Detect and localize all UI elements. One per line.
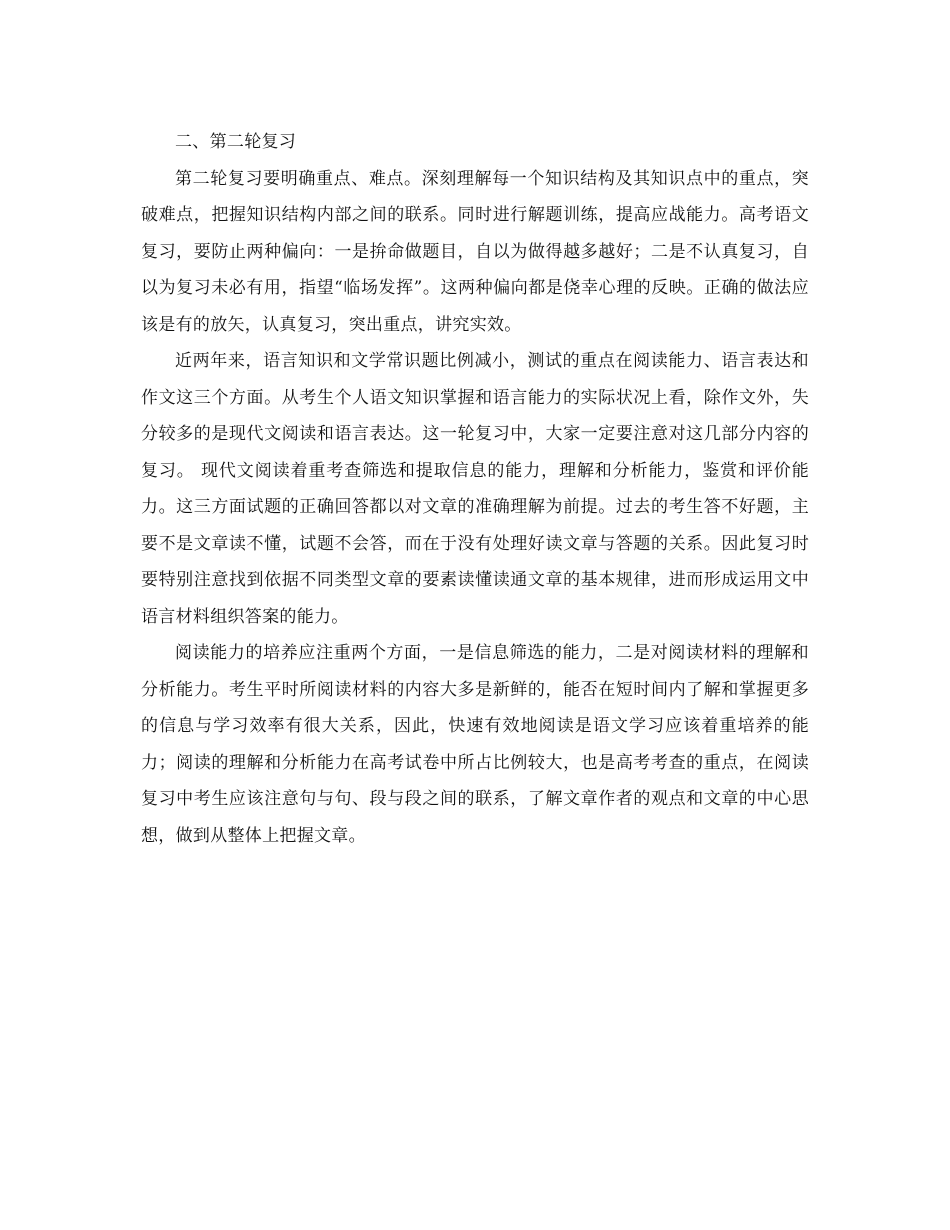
paragraph-3: 阅读能力的培养应注重两个方面，一是信息筛选的能力，二是对阅读材料的理解和分析能力。考生平时所阅读材料的内容大多是新鲜的，能否在短时间内了解和掌握更多的信息与学习效率有很大关系，因此，快速有效地阅读是语文学习应该着重培养的能力；阅读的理解和分析能力在高考试卷中所占比例较大，也是高考考查的重点，在阅读复习中考生应该注意句与句、段与段之间的联系，了解文章作者的观点和文章的中心思想，做到从整体上把握文章。	[141, 643, 809, 846]
paragraph-2: 近两年来，语言知识和文学常识题比例减小，测试的重点在阅读能力、语言表达和作文这三个方面。从考生个人语文知识掌握和语言能力的实际状况上看，除作文外，失分较多的是现代文阅读和语言表达。这一轮复习中，大家一定要注意对这几部分内容的复习。 现代文阅读着重考查筛选和提取信息的能力，理解和分析能力，鉴赏和评价能力。这三方面试题的正确回答都以对文章的准确理解为前提。过去的考生答不好题，主要不是文章读不懂，试题不会答，而在于没有处理好读文章与答题的关系。因此复习时要特别注意找到依据不同类型文章的要素读懂读通文章的基本规律，进而形成运用文中语言材料组织答案的能力。	[141, 351, 809, 627]
section-heading: 二、第二轮复习	[175, 132, 297, 152]
paragraph-1: 第二轮复习要明确重点、难点。深刻理解每一个知识结构及其知识点中的重点，突破难点，把握知识结构内部之间的联系。同时进行解题训练，提高应战能力。高考语文复习，要防止两种偏向：一是拚命做题目，自以为做得越多越好；二是不认真复习，自以为复习未必有用，指望“临场发挥”。这两种偏向都是侥幸心理的反映。正确的做法应该是有的放矢，认真复习，突出重点，讲究实效。	[141, 168, 809, 335]
document-page	[141, 124, 809, 854]
